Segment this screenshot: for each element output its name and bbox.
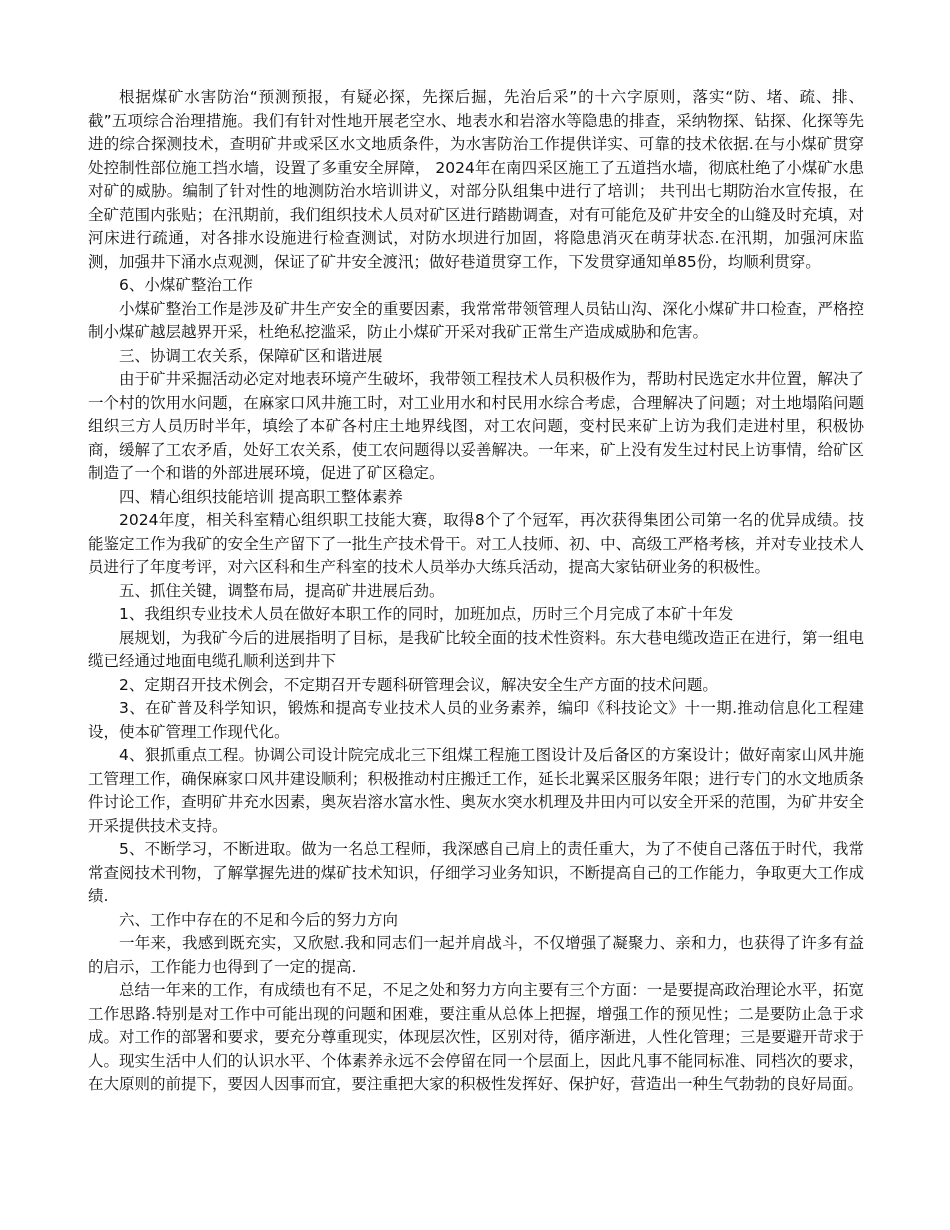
paragraph-item-2: 2、定期召开技术例会，不定期召开专题科研管理会议，解决安全生产方面的技术问题。 xyxy=(119,675,718,694)
paragraph-small-mine-rectification: 小煤矿整治工作是涉及矿井生产安全的重要因素，我常常带领管理人员钻山沟、深化小煤矿井口检查，严格控制小煤矿越层越界开采，杜绝私挖滥采，防止小煤矿开采对我矿正常生产造成威胁和危害。 xyxy=(88,299,864,341)
heading-small-mine-rectification: 6、小煤矿整治工作 xyxy=(119,276,253,294)
paragraph-worker-farmer-relations: 由于矿井采掘活动必定对地表环境产生破坏，我带领工程技术人员积极作为，帮助村民选定水井位置，解决了一个村的饮用水问题，在麻家口风井施工时，对工业用水和村民用水综合考虑，合理解决了问题；对土地塌陷问题组织三方人员历时半年，填绘了本矿各村庄土地界线图，对工农问题，变村民来矿上访为我们走进村里，积极协商，缓解了工农矛盾，处好工农关系，使工农问题得以妥善解决。一年来，矿上没有发生过村民上访事情，给矿区制造了一个和谐的外部进展环境，促进了矿区稳定。 xyxy=(88,370,864,482)
paragraph-item-1: 1、我组织专业技术人员在做好本职工作的同时，加班加点，历时三个月完成了本矿十年发 xyxy=(119,605,734,623)
paragraph-item-3: 3、在矿普及科学知识，锻炼和提高专业技术人员的业务素养，编印《科技论文》十一期.推动信息化工程建设，使本矿管理工作现代化。 xyxy=(88,699,864,741)
paragraph-item-1-continued: 展规划，为我矿今后的进展指明了目标，是我矿比较全面的技术性资料。东大巷电缆改造正在进行，第一组电缆已经通过地面电缆孔顺利送到井下 xyxy=(88,628,864,670)
heading-shortcomings: 六、工作中存在的不足和今后的努力方向 xyxy=(119,910,399,929)
heading-worker-farmer-relations: 三、协调工农关系，保障矿区和谐进展 xyxy=(119,346,383,365)
heading-skills-training: 四、精心组织技能培训 提高职工整体素养 xyxy=(119,487,403,506)
paragraph-summary: 总结一年来的工作，有成绩也有不足，不足之处和努力方向主要有三个方面：一是要提高政治理论水平，拓宽工作思路.特别是对工作中可能出现的问题和困难，要注重从总体上把握，增强工作的预见性；二是要防止急于求成。对工作的部署和要求，要充分尊重现实，体现层次性，区别对待，循序渐进，人性化管理；三是要避开苛求于人。现实生活中人们的认识水平、个体素养永远不会停留在同一个层面上，因此凡事不能同标准、同档次的要求，在大原则的前提下，要因人因事而宜，要注重把大家的积极性发挥好、保护好，营造出一种生气勃勃的良好局面。 xyxy=(88,981,864,1093)
paragraph-flood-prevention: 根据煤矿水害防治“预测预报，有疑必探，先探后掘，先治后采”的十六字原则，落实“防、堵、疏、排、截”五项综合治理措施。我们有针对性地开展老空水、地表水和岩溶水等隐患的排查，采纳物探、钻探、化探等先进的综合探测技术，查明矿井或采区水文地质条件，为水害防治工作提供详实、可靠的技术依据.在与小煤矿贯穿处控制性部位施工挡水墙，设置了多重安全屏障， 2024年在南四采区施工了五道挡水墙，彻底杜绝了小煤矿水患对矿的威胁。编制了针对性的地测防治水培训讲义，对部分队组集中进行了培训； 共刊出七期防治水宣传报，在全矿范围内张贴；在汛期前，我们组织技术人员对矿区进行踏勘调查，对有可能危及矿井安全的山缝及时充填，对河床进行疏通，对各排水设施进行检查测试，对防水坝进行加固，将隐患消灭在萌芽状态.在汛期，加强河床监测，加强井下涌水点观测，保证了矿井安全渡汛；做好巷道贯穿工作，下发贯穿通知单85份，均顺利贯穿。 xyxy=(88,88,864,271)
paragraph-item-4: 4、狠抓重点工程。协调公司设计院完成北三下组煤工程施工图设计及后备区的方案设计；做好南家山风井施工管理工作，确保麻家口风井建设顺利；积极推动村庄搬迁工作，延长北翼采区服务年限；进行专门的水文地质条件讨论工作，查明矿井充水因素，奥灰岩溶水富水性、奥灰水突水机理及井田内可以安全开采的范围，为矿井安全开采提供技术支持。 xyxy=(88,746,864,835)
document-page xyxy=(88,86,864,1097)
paragraph-skills-training: 2024年度，相关科室精心组织职工技能大赛，取得8个了个冠军，再次获得集团公司第一名的优异成绩。技能鉴定工作为我矿的安全生产留下了一批生产技术骨干。对工人技师、初、中、高级工严格考核，并对专业技术人员进行了年度考评，对六区科和生产科室的技术人员举办大练兵活动，提高大家钻研业务的积极性。 xyxy=(88,511,864,576)
paragraph-reflection: 一年来，我感到既充实，又欣慰.我和同志们一起并肩战斗，不仅增强了凝聚力、亲和力，也获得了许多有益的启示，工作能力也得到了一定的提高. xyxy=(88,934,864,976)
heading-adjust-layout: 五、抓住关键，调整布局，提高矿井进展后劲。 xyxy=(119,581,445,600)
paragraph-item-5: 5、不断学习，不断进取。做为一名总工程师，我深感自己肩上的责任重大，为了不使自己落伍于时代，我常常查阅技术刊物，了解掌握先进的煤矿技术知识，仔细学习业务知识，不断提高自己的工作能力，争取更大工作成绩. xyxy=(88,840,864,905)
